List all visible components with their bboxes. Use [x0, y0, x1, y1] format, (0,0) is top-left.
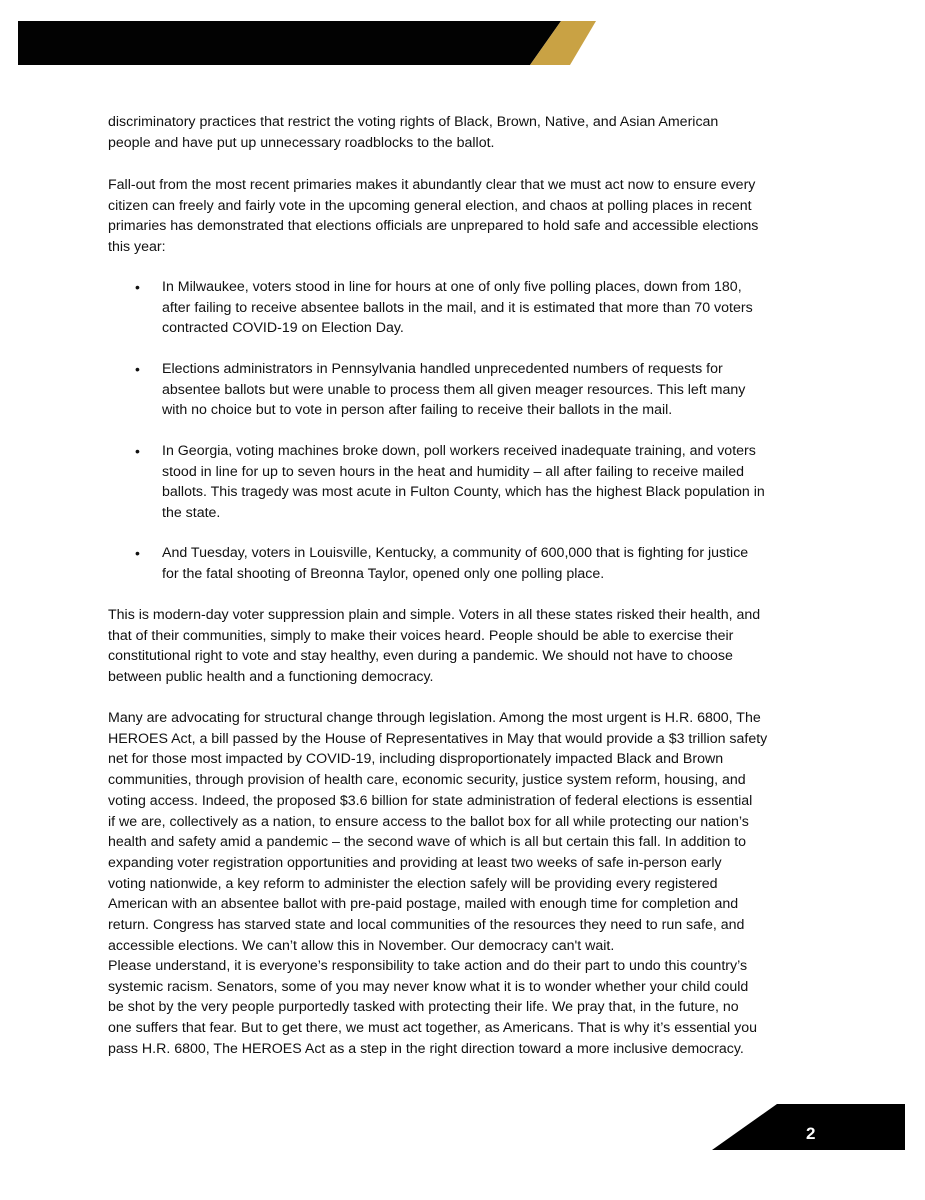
text-line: HEROES Act, a bill passed by the House of Representatives in May that would provide a $3 trillion safety: [108, 730, 768, 747]
bullet-louisville: [162, 543, 748, 584]
text-line: Fall-out from the most recent primaries makes it abundantly clear that we must act now to ensure every: [108, 177, 756, 193]
text-line: voting access. Indeed, the proposed $3.6 billion for state administration of federal elections is essential: [108, 792, 753, 809]
text-line: American with an absentee ballot with pre-paid postage, mailed with enough time for completion and: [108, 896, 739, 913]
text-line: voting nationwide, a key reform to administer the election safely will be providing every registered: [108, 875, 718, 892]
bullet-pennsylvania: [162, 359, 745, 421]
header-banner: [0, 0, 925, 80]
text-line: this year:: [108, 239, 166, 256]
text-line: for the fatal shooting of Breonna Taylor, opened only one polling place.: [162, 565, 605, 582]
text-line: primaries has demonstrated that elections officials are unprepared to hold safe and accessible elections: [108, 218, 759, 235]
text-line: In Georgia, voting machines broke down, poll workers received inadequate training, and voters: [162, 443, 756, 459]
text-line: Elections administrators in Pennsylvania handled unprecedented numbers of requests for: [162, 361, 723, 377]
text-line: systemic racism. Senators, some of you may never know what it is to wonder whether your child could: [108, 978, 749, 995]
text-line: pass H.R. 6800, The HEROES Act as a step in the right direction toward a more inclusive democracy.: [108, 1040, 744, 1057]
text-line: discriminatory practices that restrict the voting rights of Black, Brown, Native, and Asian American: [108, 114, 719, 130]
text-line: Please understand, it is everyone’s responsibility to take action and do their part to undo this country’s: [108, 958, 748, 974]
text-line: people and have put up unnecessary roadblocks to the ballot.: [108, 134, 495, 151]
page-number: 2: [806, 1124, 816, 1143]
text-line: ballots. This tragedy was most acute in Fulton County, which has the highest Black population in: [162, 484, 765, 501]
text-line: communities, through provision of health care, economic security, justice system reform, housing, and: [108, 772, 746, 789]
text-line: In Milwaukee, voters stood in line for hours at one of only five polling places, down from 180,: [162, 279, 742, 295]
text-line: contracted COVID-19 on Election Day.: [162, 320, 404, 337]
paragraph-heroes-act: [108, 708, 767, 956]
text-line: with no choice but to vote in person after failing to receive their ballots in the mail.: [162, 402, 673, 419]
text-line: health and safety amid a pandemic – the second wave of which is all but certain this fall. In addition to: [108, 834, 747, 851]
bullet-icon: •: [135, 443, 140, 459]
text-line: after failing to receive absentee ballots in the mail, and it is estimated that more than 70 voters: [162, 299, 753, 316]
text-line: the state.: [162, 505, 221, 522]
text-line: constitutional right to vote and stay healthy, even during a pandemic. We should not have to choose: [108, 648, 733, 665]
text-line: Many are advocating for structural change through legislation. Among the most urgent is H.R. 6800, The: [108, 710, 761, 726]
text-line: return. Congress has starved state and local communities of the resources they need to run safe, and: [108, 917, 745, 934]
bullet-milwaukee: [162, 277, 753, 339]
text-line: between public health and a functioning democracy.: [108, 669, 434, 686]
bullet-icon: •: [135, 545, 140, 561]
header-black-bar: [18, 21, 561, 65]
text-line: And Tuesday, voters in Louisville, Kentucky, a community of 600,000 that is fighting for justice: [162, 545, 749, 561]
text-line: This is modern-day voter suppression plain and simple. Voters in all these states risked their health, and: [108, 607, 761, 623]
text-line: expanding voter registration opportunities and providing at least two weeks of safe in-person early: [108, 854, 722, 871]
bullet-icon: •: [135, 361, 140, 377]
footer-banner: [0, 1090, 925, 1160]
text-line: citizen can freely and fairly vote in the upcoming general election, and chaos at polling places in recent: [108, 197, 752, 214]
text-line: net for those most impacted by COVID-19, including disproportionately impacted Black and Brown: [108, 751, 724, 768]
paragraph-closing: [108, 956, 757, 1060]
bullet-georgia: [162, 441, 765, 524]
paragraph-intro: [108, 112, 718, 153]
text-line: absentee ballots but were unable to process them all given meager resources. This left many: [162, 381, 746, 398]
text-line: accessible elections. We can’t allow this in November. Our democracy can't wait.: [108, 937, 615, 954]
text-line: that of their communities, simply to make their voices heard. People should be able to exercise their: [108, 627, 734, 644]
paragraph-suppression: [108, 605, 760, 688]
paragraph-fallout: [108, 175, 758, 258]
text-line: one suffers that fear. But to get there, we must act together, as Americans. That is why it’s essential you: [108, 1020, 758, 1037]
text-line: be shot by the very people purportedly tasked with protecting their life. We pray that, in the future, no: [108, 999, 739, 1016]
text-line: stood in line for up to seven hours in the heat and humidity – all after failing to receive mailed: [162, 463, 745, 480]
text-line: if we are, collectively as a nation, to ensure access to the ballot box for all while protecting our nation’s: [108, 813, 749, 830]
bullet-icon: •: [135, 279, 140, 295]
